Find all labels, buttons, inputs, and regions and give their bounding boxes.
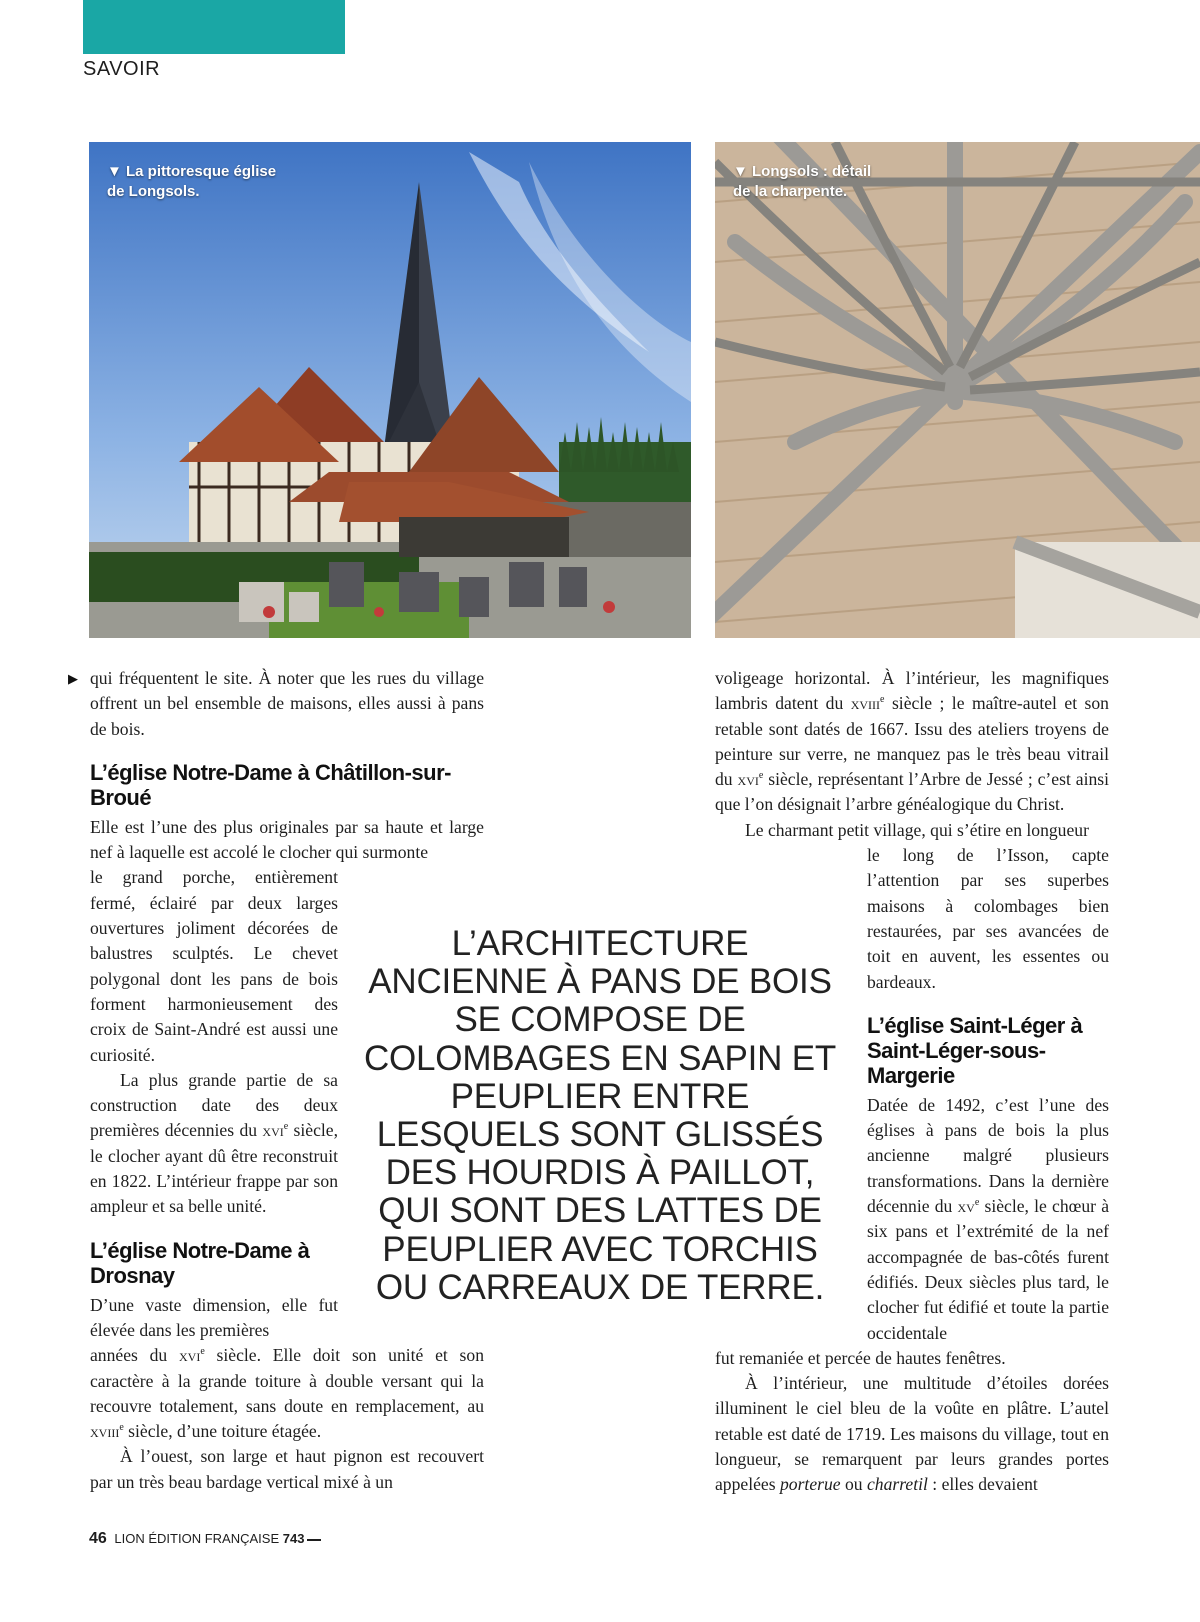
paragraph-village-wide: Le charmant petit village, qui s’étire en longueur: [745, 819, 1089, 840]
publication-name: LION ÉDITION FRANÇAISE: [114, 1531, 280, 1546]
issue-number: 743: [282, 1531, 305, 1546]
page-number: 46: [89, 1530, 107, 1547]
paragraph-saint-leger-wide: fut remaniée et percée de hautes fenêtres.: [715, 1347, 1006, 1368]
pull-quote: L’ARCHITECTURE ANCIENNE À PANS DE BOIS SE COMPOSE DE COLOMBAGES EN SAPIN ET PEUPLIER ENTRE LESQUELS SONT GLISSÉS DES HOURDIS À PAILLOT, QUI SONT DES LATTES DE PEUPLIER AVEC TORCHIS OU CARREAUX DE TERRE.: [363, 924, 837, 1307]
paragraph-drosnay-narrow: D’une vaste dimension, elle fut élevée dans les premières: [90, 1294, 338, 1340]
heading-saint-leger: L’église Saint-Léger à Saint-Léger-sous-Margerie: [867, 1012, 1083, 1088]
narrow-block-right: [867, 843, 1109, 1346]
footer-dash: [307, 1539, 321, 1541]
paragraph-drosnay-wide: années du xvi$^e$ siècle. Elle doit son unité et son caractère à la grande toiture à double versant qui la recouvre totalement, sans doute en remplacement, au xviii$^e$ siècle, d’une toiture étagée.: [90, 1345, 484, 1442]
paragraph-west-gable: À l’ouest, son large et haut pignon est recouvert par un très beau bardage vertical mixé à un: [90, 1446, 484, 1492]
right-column: [715, 666, 1109, 1498]
roof-photo-caption: ▼ Longsols : détail de la charpente.: [733, 163, 872, 200]
paragraph-interior-stars: À l’intérieur, une multitude d’étoiles dorées illuminent le ciel bleu de la voûte en plâtre. L’autel retable est daté de 1719. Les maisons du village, tout en longueur, se remarquent par leurs grandes portes appelées porterue ou charretil : elles devaient: [715, 1373, 1109, 1495]
paragraph-saint-leger: Datée de 1492, c’est l’une des églises à pans de bois la plus ancienne malgré plusieurs transformations. Dans la dernière décennie du $xv^e$ siècle, le chœur à six pans et l’extrémité de la nef accompagnée de bas-côtés furent édifiés. Deux siècles plus tard, le clocher fut édifié et toute la partie occidentale: [867, 1094, 1109, 1343]
church-photo-caption: ▼ La pittoresque église de Longsols.: [107, 163, 277, 200]
paragraph-chatillon-wide: Elle est l’une des plus originales par sa haute et large nef à laquelle est accolé le clocher qui surmonte: [90, 816, 484, 863]
heading-drosnay: L’église Notre-Dame à Drosnay: [90, 1237, 310, 1288]
heading-chatillon: L’église Notre-Dame à Châtillon-sur-Broué: [90, 759, 451, 810]
paragraph-interior: voligeage horizontal. À l’intérieur, les magnifiques lambris datent du xviii$^e$ siècle ; le maître-autel et son retable sont datés de 1667. Issu des ateliers troyens de peinture sur verre, ne manquez pas le très beau vitrail du xvi$^e$ siècle, représentant l’Arbre de Jessé ; c’est ainsi que l’on désignait l’arbre généalogique du Christ.: [715, 668, 1109, 815]
church-photo: [89, 142, 691, 638]
paragraph-chatillon-narrow: le grand porche, entièrement fermé, éclairé par deux larges ouvertures joliment décorées de balustres sculptés. Le chevet polygonal dont les pans de bois forment harmonieusement des croix de Saint-André est aussi une curiosité.: [90, 867, 338, 1065]
section-color-bar: [83, 0, 345, 54]
intro-paragraph: qui fréquentent le site. À noter que les rues du village offrent un bel ensemble de maisons, elles aussi à pans de bois.: [90, 668, 484, 739]
roof-frame-photo: [715, 142, 1200, 638]
paragraph-construction: La plus grande partie de sa construction date des deux premières décennies du xvi$^e$ siècle, le clocher ayant dû être reconstruit en 1822. L’intérieur frappe par son ampleur et sa belle unité.: [90, 1069, 338, 1217]
paragraph-village-narrow: le long de l’Isson, capte l’attention par ses superbes maisons à colombages bien restaurées, par ses avancées de toit en auvent, les essentes ou bardeaux.: [867, 845, 1109, 992]
continuation-arrow-icon: ▶: [68, 672, 78, 687]
page-footer: [89, 1530, 321, 1548]
section-label: SAVOIR: [83, 58, 161, 80]
narrow-block-left: [90, 865, 338, 1343]
